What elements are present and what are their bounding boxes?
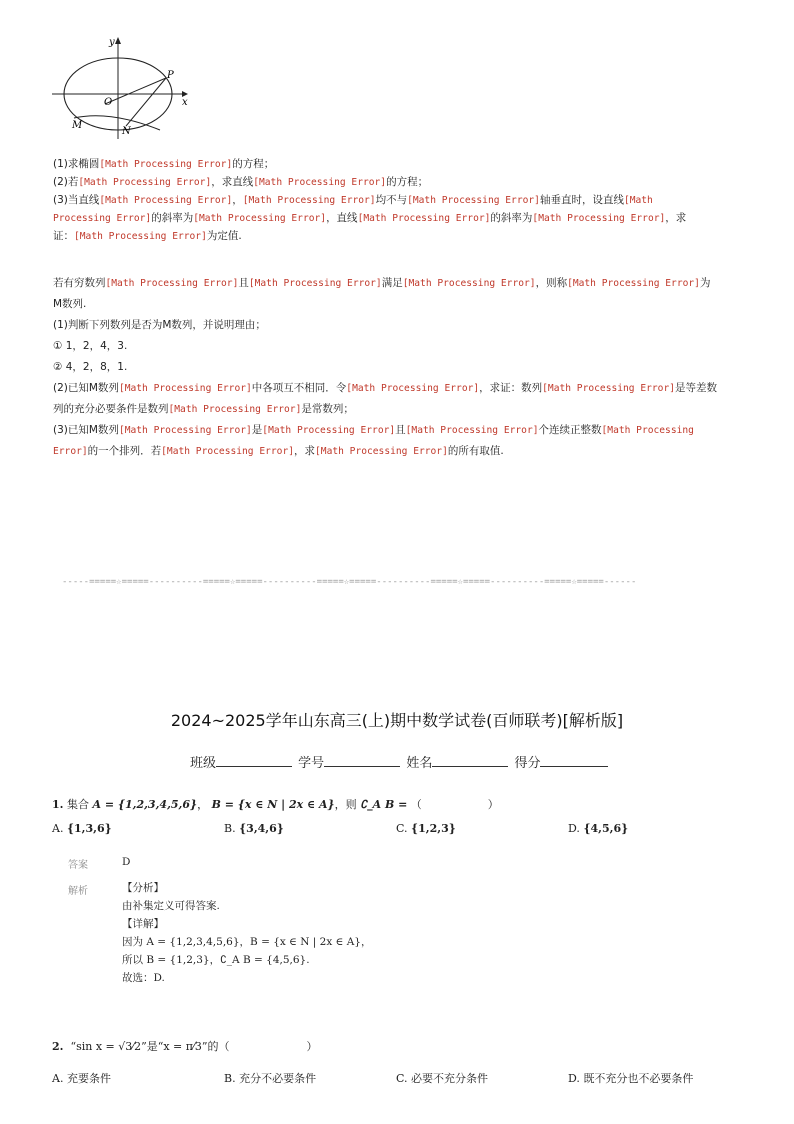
math: B = {x ∈ N | 2x ∈ A} — [211, 798, 335, 811]
text: ② 4，2，8，1. — [53, 361, 128, 373]
text: 的斜率为 — [151, 212, 194, 224]
option-value: {3,4,6} — [239, 822, 284, 835]
page-divider: -----=====☆=====----------=====☆=====----------=====☆=====----------=====☆=====----------=====☆=====------ — [62, 577, 637, 587]
math-error: [Math Processing Error] — [567, 278, 700, 289]
text: 且 — [395, 424, 406, 436]
field-score-label: 得分 — [514, 756, 541, 771]
text: 满足 — [381, 277, 403, 289]
q2-option-c[interactable] — [396, 1070, 488, 1086]
field-id-blank[interactable] — [324, 752, 400, 767]
text: ，则称 — [535, 277, 568, 289]
problem2-line-5 — [53, 358, 127, 376]
text: ① 1，2，4，3. — [53, 340, 128, 352]
text: ，求证：数列 — [479, 382, 543, 394]
text: (1)求椭圆 — [53, 158, 100, 170]
text: 是 — [251, 424, 263, 436]
text: 集合 — [66, 798, 89, 811]
math-error: [Math Processing Error] — [78, 177, 212, 188]
q2-option-d[interactable] — [568, 1070, 693, 1086]
text: ， — [232, 194, 243, 206]
problem2-line-7 — [53, 400, 354, 419]
math-error: [Math Processing Error] — [242, 195, 376, 206]
text: 且 — [238, 277, 249, 289]
math-error: [Math Processing Error] — [253, 177, 387, 188]
problem1-line-4 — [53, 209, 686, 228]
problem2-line-3 — [53, 316, 266, 334]
text: 轴垂直时，设直线 — [539, 194, 624, 206]
problem1-line-1 — [53, 155, 274, 174]
field-name-blank[interactable] — [432, 752, 508, 767]
math-error: [Math Processing Error] — [248, 278, 382, 289]
problem1-line-3 — [53, 191, 653, 210]
option-value: {4,5,6} — [583, 822, 629, 835]
ellipse-figure — [50, 34, 200, 144]
answer-blank: （ ） — [410, 798, 499, 811]
analysis-label: 解析 — [68, 886, 88, 897]
field-class-blank[interactable] — [216, 752, 292, 767]
math-error: [Math Processing Error] — [407, 195, 540, 206]
option-value: 充分不必要条件 — [239, 1072, 317, 1085]
problem2-line-1 — [53, 274, 710, 293]
text: 的方程； — [386, 176, 429, 188]
text: (2)已知M数列 — [53, 382, 119, 394]
text: 个连续正整数 — [538, 424, 602, 436]
option-letter: C. — [396, 1072, 408, 1085]
text: ，求直线 — [211, 176, 254, 188]
problem2-line-2 — [53, 295, 86, 313]
text: ，则 — [334, 798, 357, 811]
exam-title: 2024~2025学年山东高三(上)期中数学试卷(百师联考)[解析版] — [170, 711, 624, 730]
text: ，直线 — [326, 212, 358, 224]
option-letter: D. — [568, 1072, 580, 1085]
math: ∁_A B = — [360, 798, 408, 811]
text: 的斜率为 — [490, 212, 533, 224]
text: 列的充分必要条件是数列 — [53, 403, 169, 415]
math-error: [Math Processing Error] — [402, 278, 536, 289]
text: (3)当直线 — [53, 194, 100, 206]
text: (3)已知M数列 — [53, 424, 119, 436]
answer-value: D — [122, 856, 131, 868]
q2-option-b[interactable] — [224, 1070, 316, 1086]
math-error: [Math Processing — [601, 425, 694, 436]
figure-label-p: P — [167, 70, 174, 81]
field-id-label: 学号 — [298, 756, 325, 771]
field-score-blank[interactable] — [540, 752, 608, 767]
text: M数列. — [53, 298, 87, 310]
text: ， — [197, 798, 209, 811]
math-error: [Math Processing Error] — [99, 195, 233, 206]
option-letter: A. — [52, 1072, 64, 1085]
question-1-stem — [52, 796, 499, 812]
math: A = {1,2,3,4,5,6} — [92, 798, 198, 811]
answer-label: 答案 — [68, 860, 88, 871]
math-error: Processing Error] — [53, 213, 152, 224]
math-error: [Math Processing Error] — [405, 425, 539, 436]
math-error: [Math Processing Error] — [105, 278, 239, 289]
student-info-row — [190, 752, 610, 771]
option-letter: D. — [568, 822, 580, 835]
problem1-line-2 — [53, 173, 428, 192]
text: 的方程； — [232, 158, 275, 170]
math-error: [Math — [623, 195, 653, 206]
option-value: 充要条件 — [66, 1072, 111, 1085]
math-error: [Math Processing Error] — [74, 231, 207, 242]
text: 中各项互不相同．令 — [251, 382, 347, 394]
math-error: [Math Processing Error] — [193, 213, 327, 224]
figure-label-x: x — [182, 97, 188, 108]
analysis-line-1: 【分析】 — [122, 882, 164, 894]
analysis-line-6: 故选：D. — [122, 972, 165, 984]
text: (2)若 — [53, 176, 79, 188]
q1-option-a[interactable] — [52, 822, 112, 835]
text: 若有穷数列 — [53, 277, 106, 289]
option-letter: A. — [52, 822, 64, 835]
q1-option-b[interactable] — [224, 822, 284, 835]
q2-option-a[interactable] — [52, 1070, 111, 1086]
text: ，求 — [294, 445, 316, 457]
figure-label-n: N — [122, 126, 131, 137]
math-error: [Math Processing Error] — [168, 404, 302, 415]
option-letter: C. — [396, 822, 408, 835]
text: 的一个排列．若 — [87, 445, 162, 457]
text: 为定值. — [206, 230, 242, 242]
text: 的所有取值. — [447, 445, 504, 457]
field-class-label: 班级 — [190, 756, 217, 771]
problem2-line-8 — [53, 421, 694, 440]
question-text: “sin x = √3⁄2”是“x = π⁄3”的（ ） — [70, 1040, 318, 1053]
math-error: [Math Processing Error] — [532, 213, 666, 224]
option-value: 必要不充分条件 — [411, 1072, 489, 1085]
text: ，求 — [665, 212, 687, 224]
text: 为 — [699, 277, 711, 289]
math-error: [Math Processing Error] — [542, 383, 676, 394]
math-error: Error] — [53, 446, 88, 457]
problem2-line-4 — [53, 337, 127, 355]
math-error: [Math Processing Error] — [99, 159, 233, 170]
problem1-line-5 — [53, 227, 242, 246]
math-error: [Math Processing Error] — [357, 213, 491, 224]
analysis-line-2: 由补集定义可得答案. — [122, 900, 220, 912]
problem2-line-6 — [53, 379, 717, 398]
text: 是等差数 — [675, 382, 718, 394]
option-letter: B. — [224, 822, 236, 835]
q1-option-d[interactable] — [568, 822, 628, 835]
figure-label-y: y — [109, 37, 115, 48]
analysis-line-4: 因为 A = {1,2,3,4,5,6}，B = {x ∈ N | 2x ∈ A}， — [122, 936, 372, 948]
math-error: [Math Processing Error] — [118, 383, 252, 394]
field-name-label: 姓名 — [406, 756, 433, 771]
figure-label-o: O — [104, 97, 113, 108]
analysis-line-5: 所以 B = {1,2,3}，∁_A B = {4,5,6}. — [122, 954, 310, 966]
option-letter: B. — [224, 1072, 236, 1085]
analysis-line-3: 【详解】 — [122, 918, 164, 930]
figure-label-m: M — [72, 120, 83, 131]
question-2-stem — [52, 1038, 317, 1054]
math-error: [Math Processing Error] — [161, 446, 295, 457]
math-error: [Math Processing Error] — [118, 425, 252, 436]
text: 均不与 — [375, 194, 408, 206]
question-number: 1. — [52, 798, 64, 811]
text: 证： — [53, 230, 74, 242]
math-error: [Math Processing Error] — [315, 446, 448, 457]
question-number: 2. — [52, 1040, 64, 1053]
option-value: 既不充分也不必要条件 — [583, 1072, 694, 1085]
text: 是常数列； — [301, 403, 354, 415]
math-error: [Math Processing Error] — [262, 425, 396, 436]
q1-option-c[interactable] — [396, 822, 456, 835]
option-value: {1,3,6} — [66, 822, 112, 835]
option-value: {1,2,3} — [411, 822, 456, 835]
math-error: [Math Processing Error] — [346, 383, 480, 394]
text: (1)判断下列数列是否为M数列，并说明理由； — [53, 319, 266, 331]
problem2-line-9 — [53, 442, 504, 461]
